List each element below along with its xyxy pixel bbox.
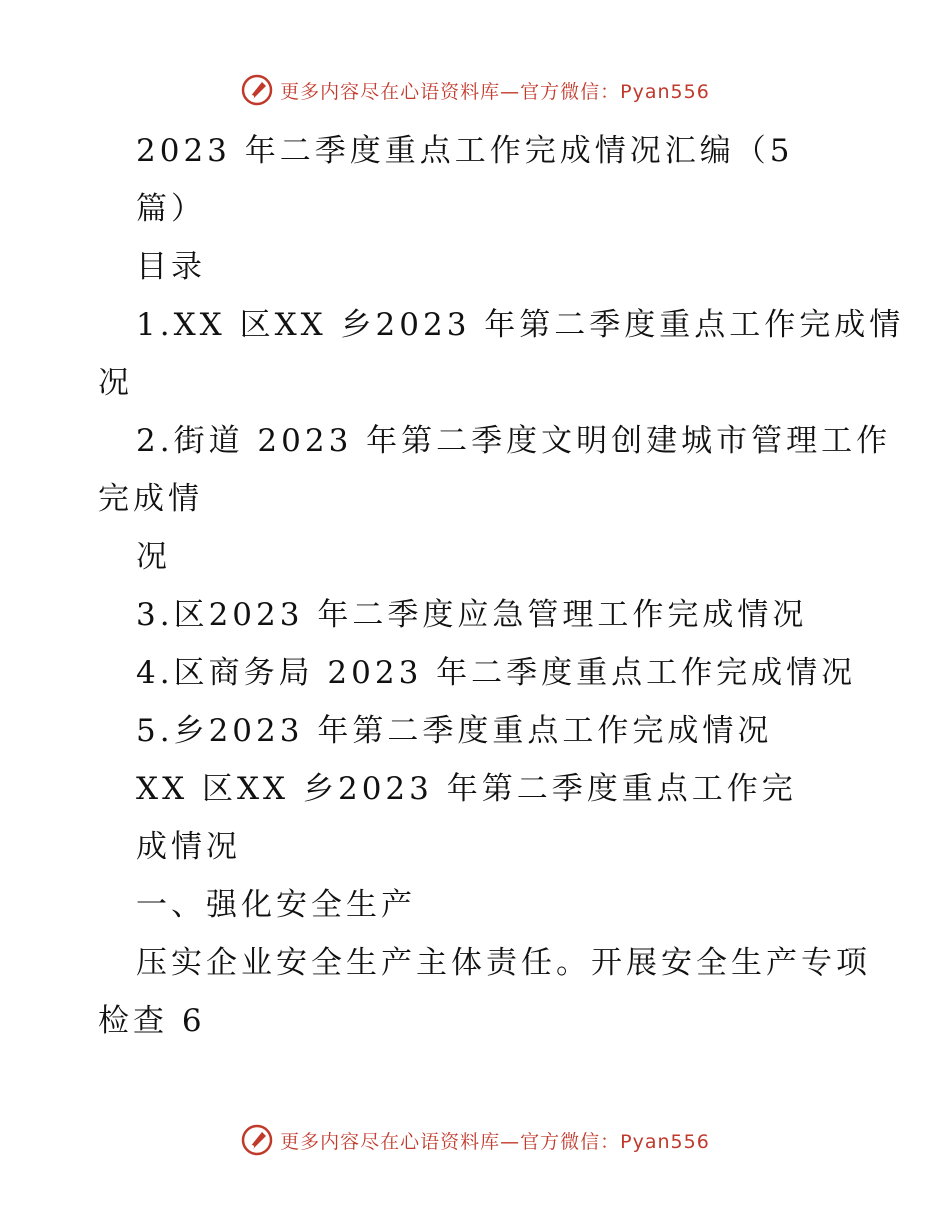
watermark-text: 更多内容尽在心语资料库—官方微信：Pyan556 xyxy=(280,80,710,103)
text-line: XX 区XX 乡2023 年第二季度重点工作完 xyxy=(136,771,797,807)
text-line: 4.区商务局 2023 年二季度重点工作完成情况 xyxy=(136,655,857,691)
text-line: 目录 xyxy=(136,249,206,285)
text-line: 完成情 xyxy=(98,481,203,517)
text-line: 压实企业安全生产主体责任。开展安全生产专项 xyxy=(136,945,871,981)
text-line: 成情况 xyxy=(136,829,241,865)
text-line: 况 xyxy=(98,365,133,401)
text-line: 况 xyxy=(136,539,171,575)
text-line: 3.区2023 年二季度应急管理工作完成情况 xyxy=(136,597,808,633)
document-body xyxy=(0,122,950,1050)
text-line: 2.街道 2023 年第二季度文明创建城市管理工作 xyxy=(136,423,892,459)
text-line: 5.乡2023 年第二季度重点工作完成情况 xyxy=(136,713,773,749)
footer-watermark xyxy=(0,1120,950,1160)
text-line: 篇） xyxy=(136,191,206,227)
text-line: 一、强化安全生产 xyxy=(136,887,416,923)
text-line: 检查 6 xyxy=(98,1003,206,1039)
watermark-text: 更多内容尽在心语资料库—官方微信：Pyan556 xyxy=(280,1130,710,1153)
pen-nib-logo-icon xyxy=(240,73,274,107)
header-watermark xyxy=(0,70,950,110)
text-line: 1.XX 区XX 乡2023 年第二季度重点工作完成情 xyxy=(136,307,905,343)
text-line: 2023 年二季度重点工作完成情况汇编（5 xyxy=(136,133,794,169)
pen-nib-logo-icon xyxy=(240,1123,274,1157)
